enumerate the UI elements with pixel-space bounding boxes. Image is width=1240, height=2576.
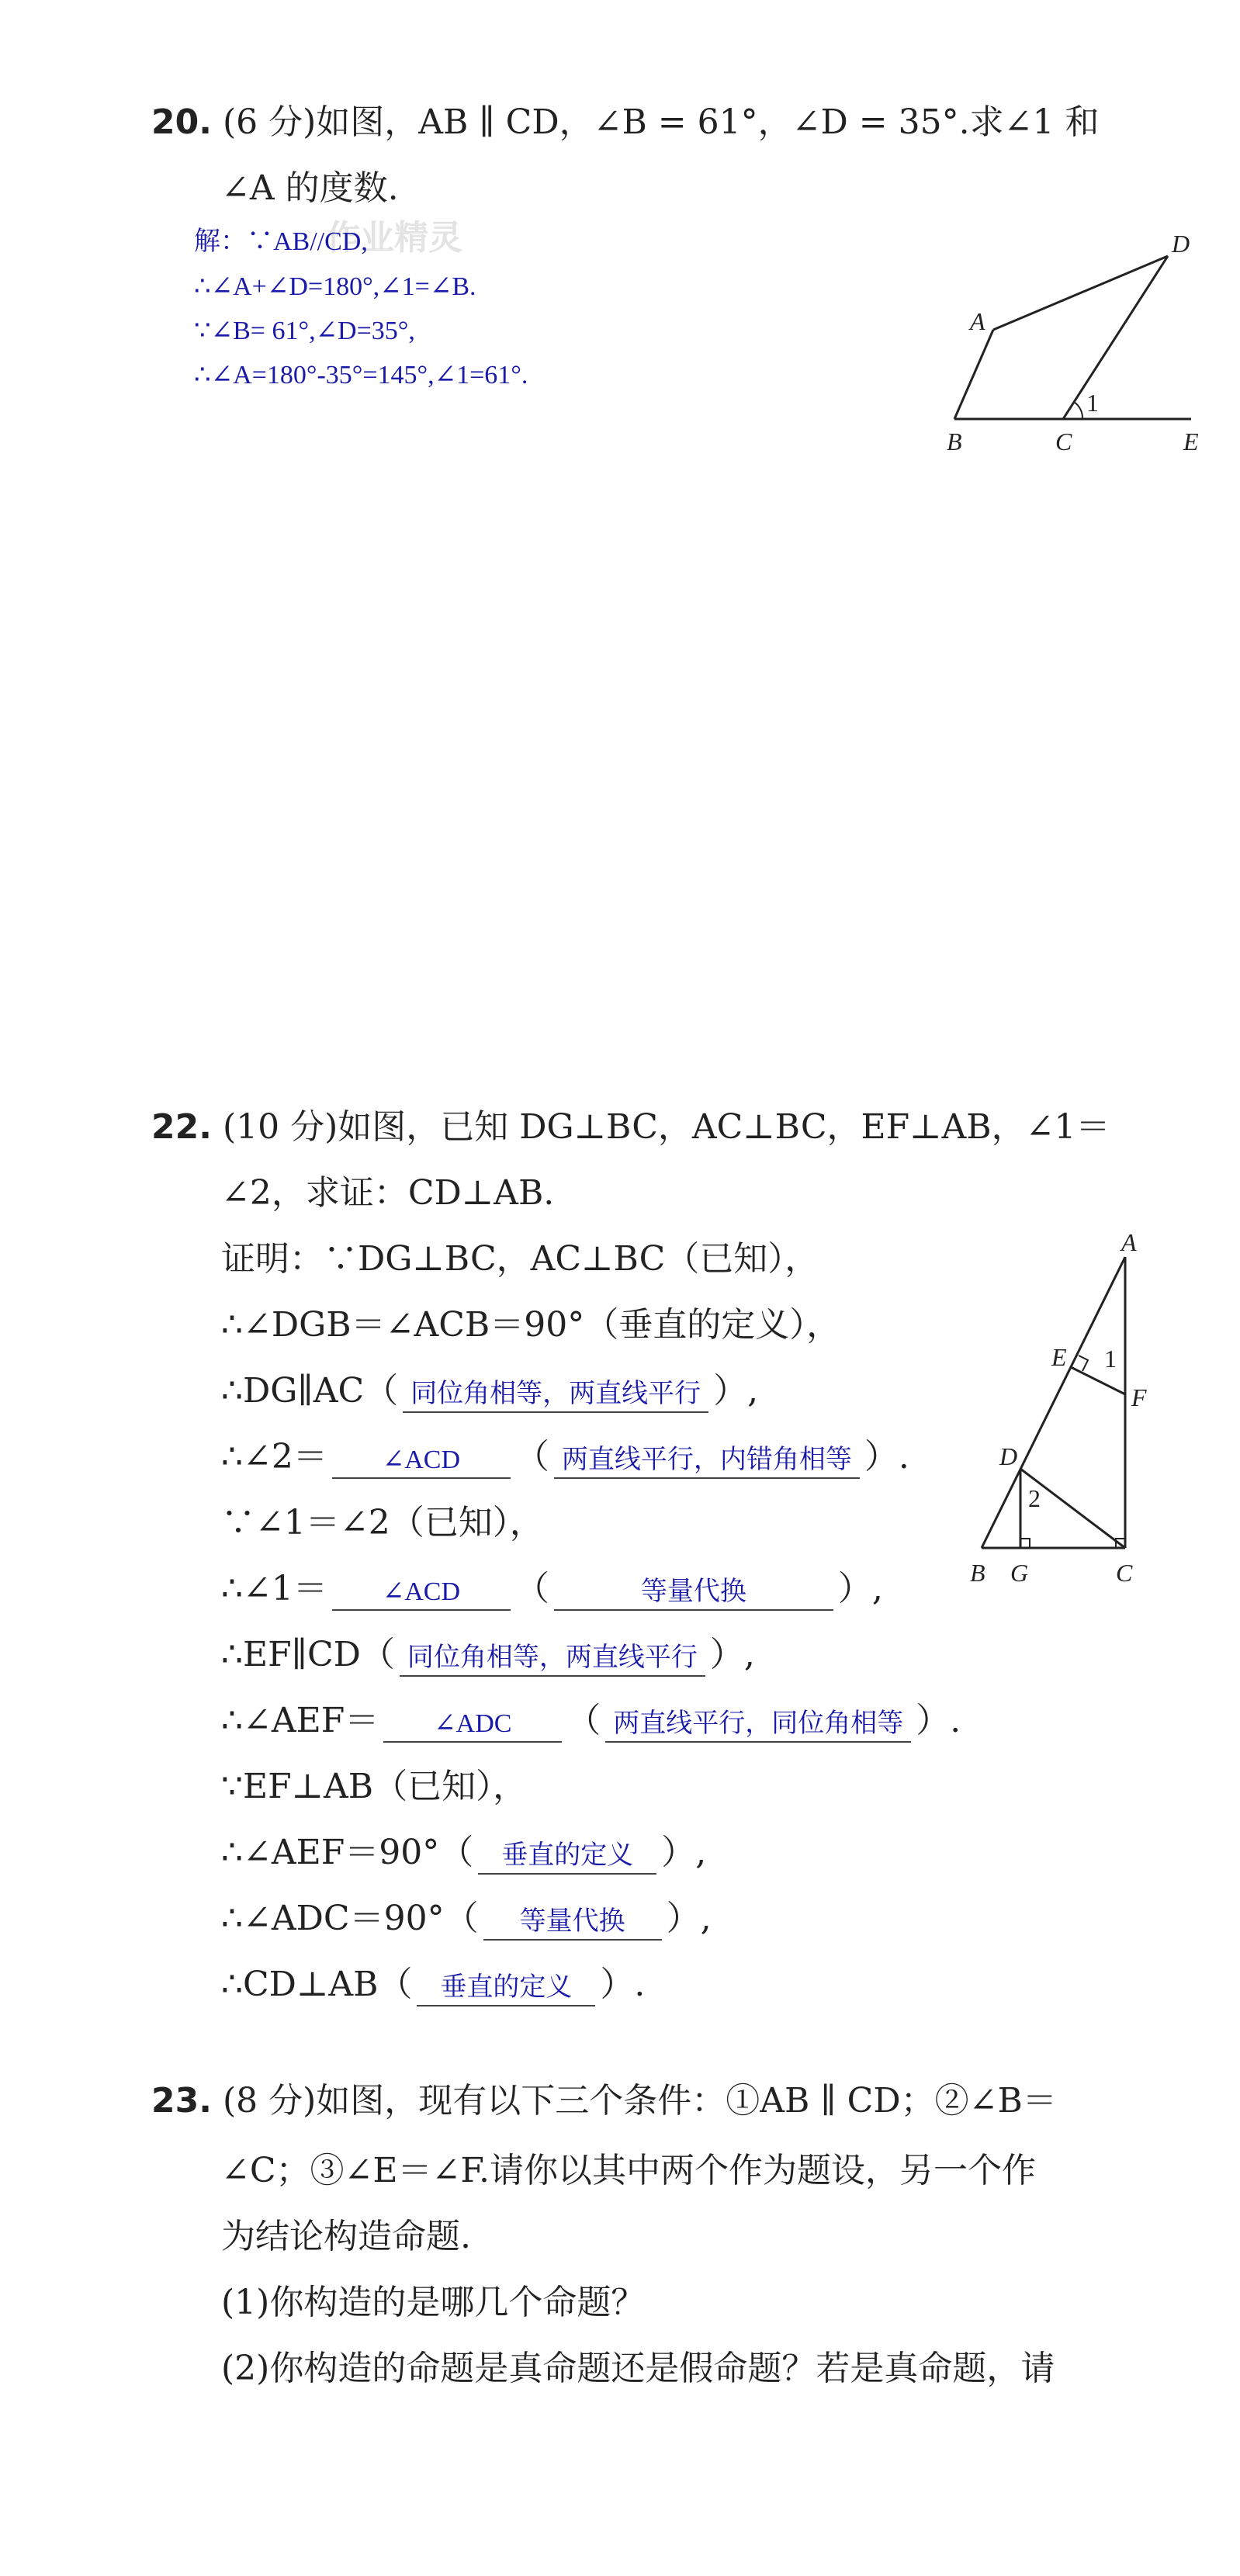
q22-answer-blank: 同位角相等，两直线平行 <box>400 1641 705 1677</box>
q22-proof-step <box>221 1369 758 1413</box>
q20-line-BA <box>954 330 993 419</box>
q20-line2: ∠A 的度数. <box>221 168 399 208</box>
q23-line1 <box>151 2079 1057 2123</box>
q22-number: 22. <box>151 1107 212 1147</box>
q22-step-text: ）. <box>916 1701 961 1740</box>
q22-proof-step <box>221 1897 712 1941</box>
q22-right-angle-G <box>1020 1539 1030 1548</box>
q22-step-text: （ <box>514 1437 549 1477</box>
q22-step-text: ）, <box>666 1899 712 1938</box>
q22-step-text: ）, <box>837 1569 883 1608</box>
q23-line3: 为结论构造命题. <box>221 2217 471 2256</box>
q23-number: 23. <box>151 2081 212 2121</box>
q20-stem-1: (6 分)如图，AB ∥ CD，∠B = 61°，∠D = 35°.求∠1 和 <box>222 102 1100 142</box>
q20-line-CD <box>1063 256 1168 419</box>
q22-answer-blank: 垂直的定义 <box>417 1971 595 2006</box>
q22-step-text: ∴∠ADC＝90°（ <box>221 1899 479 1938</box>
q22-step-text: ）, <box>713 1371 759 1411</box>
q22-right-angle-E <box>1079 1356 1088 1371</box>
q22-step-text: ∴∠2＝ <box>221 1437 327 1477</box>
q22-answer-blank: ∠ACD <box>332 1443 511 1479</box>
q22-step-text: ∴∠AEF＝ <box>221 1701 379 1740</box>
q22-reason-blank: 等量代换 <box>554 1575 833 1611</box>
q20-label-C: C <box>1055 428 1072 455</box>
q22-step-text: ∵∠1＝∠2（已知）， <box>221 1503 544 1542</box>
q23-line4: (1)你构造的是哪几个命题？ <box>221 2283 646 2322</box>
q22-proof-step <box>221 1238 819 1281</box>
q22-answer-blank: 等量代换 <box>483 1905 662 1941</box>
q20-answer-1: 解：∵AB//CD, <box>194 227 368 256</box>
q22-proof-step <box>221 1765 527 1809</box>
q22-step-text: ∴∠1＝ <box>221 1569 327 1608</box>
q20-label-E: E <box>1183 428 1199 455</box>
q22-label-E: E <box>1051 1343 1067 1371</box>
q22-step-text: ∴CD⊥AB（ <box>221 1965 413 2004</box>
q22-proof-step <box>221 1963 645 2006</box>
q20-label-1: 1 <box>1086 389 1099 417</box>
q22-line1 <box>151 1106 1110 1149</box>
q22-proof-step <box>221 1633 755 1677</box>
q22-label-A: A <box>1121 1234 1137 1256</box>
q22-answer-blank: 同位角相等，两直线平行 <box>403 1377 708 1413</box>
q20-line1 <box>151 101 1099 144</box>
q22-step-text: ∴DG∥AC（ <box>221 1371 399 1411</box>
q22-label-1: 1 <box>1104 1345 1117 1373</box>
q22-stem-1: (10 分)如图，已知 DG⊥BC，AC⊥BC，EF⊥AB，∠1＝ <box>222 1107 1110 1147</box>
q20-label-B: B <box>947 428 962 455</box>
q22-step-text: ）, <box>661 1833 707 1872</box>
q22-step-text: （ <box>514 1569 549 1608</box>
q22-step-text: ）. <box>864 1437 909 1477</box>
q20-angle-1-arc <box>1074 402 1082 419</box>
q23-stem-1: (8 分)如图，现有以下三个条件：①AB ∥ CD；②∠B＝ <box>222 2081 1057 2121</box>
q22-label-F: F <box>1131 1383 1147 1411</box>
q22-label-C: C <box>1116 1559 1133 1587</box>
q22-reason-blank: 两直线平行，同位角相等 <box>605 1707 911 1743</box>
q20-answer-2: ∴∠A+∠D=180°,∠1=∠B. <box>194 272 476 301</box>
q22-step-text: ）, <box>709 1635 755 1674</box>
q22-proof-step <box>221 1831 706 1875</box>
q22-line-AB <box>982 1257 1125 1548</box>
q22-answer-blank: ∠ACD <box>332 1575 511 1611</box>
q22-figure <box>962 1234 1211 1606</box>
watermark: 作业精灵 <box>326 218 462 258</box>
q22-step-text: ∴EF∥CD（ <box>221 1635 395 1674</box>
q22-step-text: ）. <box>600 1965 646 2004</box>
q22-label-B: B <box>970 1559 985 1587</box>
q20-label-D: D <box>1172 230 1190 258</box>
q22-step-text: 证明：∵DG⊥BC，AC⊥BC（已知）， <box>221 1239 819 1279</box>
q20-number: 20. <box>151 102 212 142</box>
q22-step-text: ∴∠AEF＝90°（ <box>221 1833 474 1872</box>
q22-proof-step <box>221 1699 961 1743</box>
q22-step-text: （ <box>566 1701 601 1740</box>
q22-line2: ∠2，求证：CD⊥AB. <box>221 1173 555 1213</box>
q20-label-A: A <box>970 307 985 335</box>
q22-line-EF <box>1071 1367 1125 1394</box>
q22-answer-blank: ∠ADC <box>383 1707 562 1743</box>
q22-step-text: ∵EF⊥AB（已知）， <box>221 1767 528 1806</box>
q22-proof-step <box>221 1304 840 1347</box>
q23-line5: (2)你构造的命题是真命题还是假命题？若是真命题，请 <box>221 2349 1055 2388</box>
q22-proof-step <box>221 1435 909 1479</box>
q22-answer-blank: 垂直的定义 <box>478 1839 656 1875</box>
q22-step-text: ∴∠DGB＝∠ACB＝90°（垂直的定义）， <box>221 1305 841 1345</box>
q20-answer-3: ∵∠B= 61°,∠D=35°, <box>194 317 415 345</box>
q22-label-D: D <box>999 1442 1018 1470</box>
q22-label-2: 2 <box>1028 1484 1041 1512</box>
q22-label-G: G <box>1010 1559 1029 1587</box>
q23-line2: ∠C；③∠E＝∠F.请你以其中两个作为题设，另一个作 <box>221 2151 1037 2190</box>
q20-line-AD <box>993 256 1168 330</box>
q20-figure <box>927 225 1240 458</box>
q22-proof-step <box>221 1501 544 1545</box>
q22-reason-blank: 两直线平行，内错角相等 <box>554 1443 860 1479</box>
q20-answer-4: ∴∠A=180°-35°=145°,∠1=61°. <box>194 361 528 390</box>
q22-proof-step <box>221 1567 883 1611</box>
